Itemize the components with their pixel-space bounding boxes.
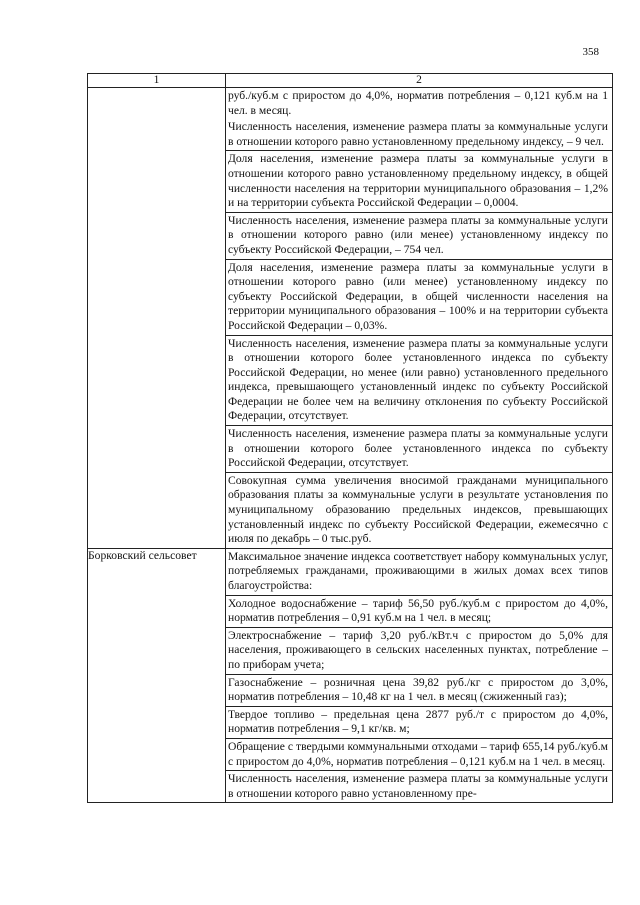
paragraph: Твердое топливо – предельная цена 2877 руб./т с приростом до 4,0%, норматив потребления – 9,1 кг/кв. м; <box>226 707 612 739</box>
column-header-1: 1 <box>88 74 226 88</box>
paragraph: Газоснабжение – розничная цена 39,82 руб./кг с приростом до 3,0%, норматив потребления – 10,48 кг на 1 чел. в месяц (сжиженный газ); <box>226 675 612 707</box>
document-table <box>87 73 613 803</box>
indicator-cell <box>226 548 613 803</box>
column-header-2: 2 <box>226 74 613 88</box>
paragraph: Совокупная сумма увеличения вносимой гражданами муниципального образования платы за коммунальные услуги в результате установления по муниципальному образованию предельных индексов, превышающих установленный индекс по субъекту Российской Федерации, ежемесячно с июля по декабрь – 0 тыс.руб. <box>228 473 608 546</box>
indicator-cell <box>226 88 613 549</box>
paragraph: Численность населения, изменение размера платы за коммунальные услуги в отношении которого равно установленному предельному индексу, – 9 чел. <box>226 119 612 151</box>
paragraph: Обращение с твердыми коммунальными отходами – тариф 655,14 руб./куб.м с приростом до 4,0%, норматив потребления – 0,121 куб.м на 1 чел. в месяц. <box>226 739 612 771</box>
paragraph: Доля населения, изменение размера платы за коммунальные услуги в отношении которого равно (или менее) установленному индексу по субъекту Российской Федерации, в общей численности населения на территории муниципального образования – 100% и на территории субъекта Российской Федерации – 0,03%. <box>226 260 612 336</box>
paragraph: руб./куб.м с приростом до 4,0%, норматив потребления – 0,121 куб.м на 1 чел. в месяц. <box>228 89 608 117</box>
table-header-row <box>88 74 613 88</box>
paragraph: Численность населения, изменение размера платы за коммунальные услуги в отношении которого более установленного индекса по субъекту Российской Федерации, отсутствует. <box>226 426 612 473</box>
municipality-name: Борковский сельсовет <box>88 548 226 803</box>
municipality-name <box>88 88 226 549</box>
paragraph: Холодное водоснабжение – тариф 56,50 руб./куб.м с приростом до 4,0%, норматив потребления – 0,91 куб.м на 1 чел. в месяц; <box>226 596 612 628</box>
paragraph: Численность населения, изменение размера платы за коммунальные услуги в отношении которого более установленного индекса по субъекту Российской Федерации, но менее (или равно) установленного предельного индекса, превышающего установленный индекс по субъекту Российской Федерации не более чем на величину отклонения по субъекту Российской Федерации, отсутствует. <box>226 336 612 427</box>
paragraph: Численность населения, изменение размера платы за коммунальные услуги в отношении которого равно (или менее) установленному индексу по субъекту Российской Федерации, – 754 чел. <box>226 213 612 260</box>
paragraph: Электроснабжение – тариф 3,20 руб./кВт.ч с приростом до 5,0% для населения, проживающего в сельских населенных пунктах, потребление – по приборам учета; <box>226 628 612 675</box>
page-number: 358 <box>582 46 599 58</box>
paragraph: Максимальное значение индекса соответствует набору коммунальных услуг, потребляемых гражданами, проживающими в жилых домах всех типов благоустройства: <box>226 549 612 596</box>
table-row <box>88 88 613 549</box>
paragraph: Численность населения, изменение размера платы за коммунальные услуги в отношении которого равно установленному пре- <box>228 772 608 800</box>
paragraph: Доля населения, изменение размера платы за коммунальные услуги в отношении которого равно установленному предельному индексу, в общей численности населения на территории муниципального образования – 1,2% и на территории субъекта Российской Федерации – 0,0004. <box>226 151 612 212</box>
table-row <box>88 548 613 803</box>
